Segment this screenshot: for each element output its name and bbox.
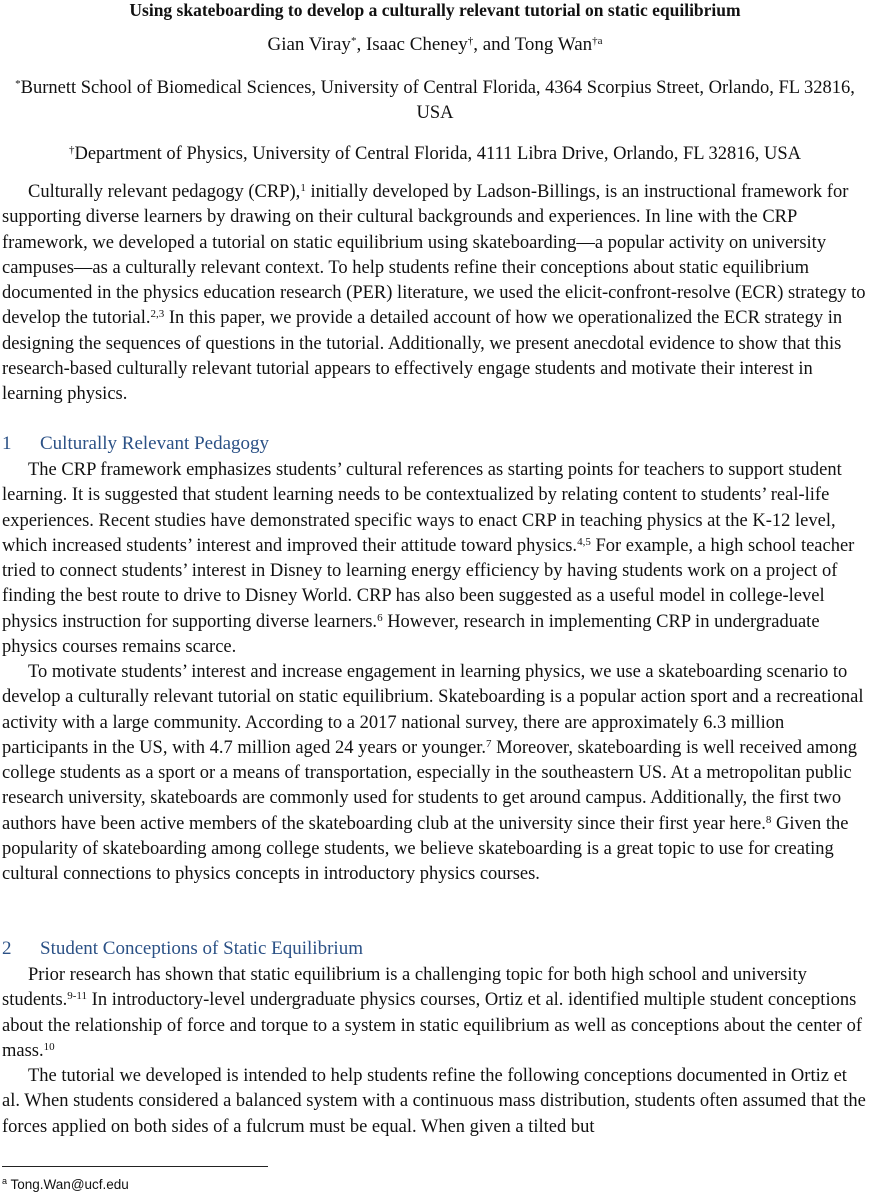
affiliation-text: Burnett School of Biomedical Sciences, University of Central Florida, 4364 Scorpius Street, Orlando, FL 32816, USA — [20, 78, 855, 123]
author-separator: , — [356, 34, 366, 55]
citation-superscript: 8 — [765, 813, 772, 826]
paper-title: Using skateboarding to develop a culturally relevant tutorial on static equilibrium — [129, 0, 741, 20]
author-separator: , and — [473, 34, 515, 55]
citation-superscript: 4,5 — [577, 535, 591, 548]
citation-superscript: 7 — [486, 737, 492, 750]
footnote-divider — [2, 1166, 268, 1167]
section-heading-1 — [2, 433, 269, 455]
text-run: Given the popularity of skateboarding among college students, we believe skateboarding is a great topic to use for creating cultural connections to physics concepts in introductory physics courses. — [2, 813, 849, 885]
text-run: For example, a high school teacher tried to connect students’ interest in Disney to learning energy efficiency by having students work on a project of finding the best route to drive to Disney World. CRP has also been suggested as a useful model in college-level physics instruction for supporting diverse learners. — [2, 535, 855, 632]
text-run: The CRP framework emphasizes students’ cultural references as starting points for teachers to support student learning. It is suggested that student learning needs to be contextualized by relating content to students’ real-life experiences. Recent studies have demonstrated specific ways to enact CRP in teaching physics at the K-12 level, which increased students’ interest and improved their attitude toward physics. — [2, 460, 842, 556]
citation-superscript: 9-11 — [67, 990, 88, 1003]
affiliation-mark: * — [15, 78, 21, 90]
abstract-paragraph — [2, 180, 868, 408]
citation-superscript: 2,3 — [150, 308, 165, 321]
footnote-email-link[interactable]: Tong.Wan@ucf.edu — [10, 1177, 129, 1192]
author-mark: †a — [592, 35, 603, 47]
author-name: Gian Viray — [267, 34, 351, 55]
author-list — [0, 34, 870, 56]
citation-superscript: 1 — [300, 182, 306, 194]
footnote-mark: a — [2, 1176, 8, 1186]
section-number: 2 — [2, 938, 12, 959]
author-mark: † — [467, 35, 474, 47]
section-heading-2 — [2, 938, 363, 960]
affiliation-text: Department of Physics, University of Central Florida, 4111 Libra Drive, Orlando, FL 32816, USA — [74, 144, 802, 164]
section-2-paragraph-1 — [2, 963, 868, 1064]
section-1-paragraph-1 — [2, 458, 868, 660]
section-2-paragraph-2 — [2, 1064, 868, 1140]
citation-superscript: 6 — [377, 611, 383, 624]
affiliation-physics — [0, 143, 870, 165]
section-number: 1 — [2, 433, 12, 454]
text-run: Moreover, skateboarding is well received among college students as a sport or a means of transportation, especially in the southeastern US. At a metropolitan public research university, skateboards are commonly used for students to get around campus. Additionally, the first two authors have been active members of the skateboarding club at the university since their first year here. — [2, 737, 858, 834]
affiliation-mark: † — [68, 144, 75, 156]
footnote — [2, 1176, 129, 1194]
affiliation-biomedical — [2, 76, 868, 126]
section-1-paragraph-2 — [2, 660, 868, 888]
author-name: Isaac Cheney — [365, 34, 468, 55]
text-run: initially developed by Ladson-Billings, is an instructional framework for supporting diverse learners by drawing on their cultural backgrounds and experiences. In line with the CRP framework, we developed a tutorial on static equilibrium using skateboarding—a popular activity on university campuses—as a culturally relevant context. To help students refine their conceptions about static equilibrium documented in the physics education research (PER) literature, we used the elicit-confront-resolve (ECR) strategy to develop the tutorial. — [2, 182, 866, 329]
citation-superscript: 10 — [43, 1040, 55, 1053]
text-run: In introductory-level undergraduate physics courses, Ortiz et al. identified multiple student conceptions about the relationship of force and torque to a system in static equilibrium as well as conceptions about the center of mass. — [2, 990, 862, 1061]
text-run: However, research in implementing CRP in undergraduate physics courses remains scarce. — [2, 611, 820, 658]
text-run: Culturally relevant pedagogy (CRP), — [28, 182, 301, 202]
author-name: Tong Wan — [514, 34, 593, 55]
author-mark: * — [350, 35, 357, 47]
text-run: The tutorial we developed is intended to help students refine the following conceptions documented in Ortiz et al. When students considered a balanced system with a continuous mass distribution, students often assumed that the forces applied on both sides of a fulcrum must be equal. When given a tilted but — [2, 1066, 866, 1137]
section-title: Culturally Relevant Pedagogy — [40, 433, 270, 454]
section-title: Student Conceptions of Static Equilibrium — [40, 938, 363, 959]
text-run: To motivate students’ interest and increase engagement in learning physics, we use a skateboarding scenario to develop a culturally relevant tutorial on static equilibrium. Skateboarding is a popular action sport and a recreational activity with a large community. According to a 2017 national survey, there are approximately 6.3 million participants in the US, with 4.7 million aged 24 years or younger. — [2, 662, 864, 758]
text-run: Prior research has shown that static equilibrium is a challenging topic for both high school and university students. — [2, 965, 807, 1011]
text-run: In this paper, we provide a detailed account of how we operationalized the ECR strategy in designing the sequences of questions in the tutorial. Additionally, we present anecdotal evidence to show that this research-based culturally relevant tutorial appears to effectively engage students and motivate their interest in learning physics. — [2, 308, 843, 405]
